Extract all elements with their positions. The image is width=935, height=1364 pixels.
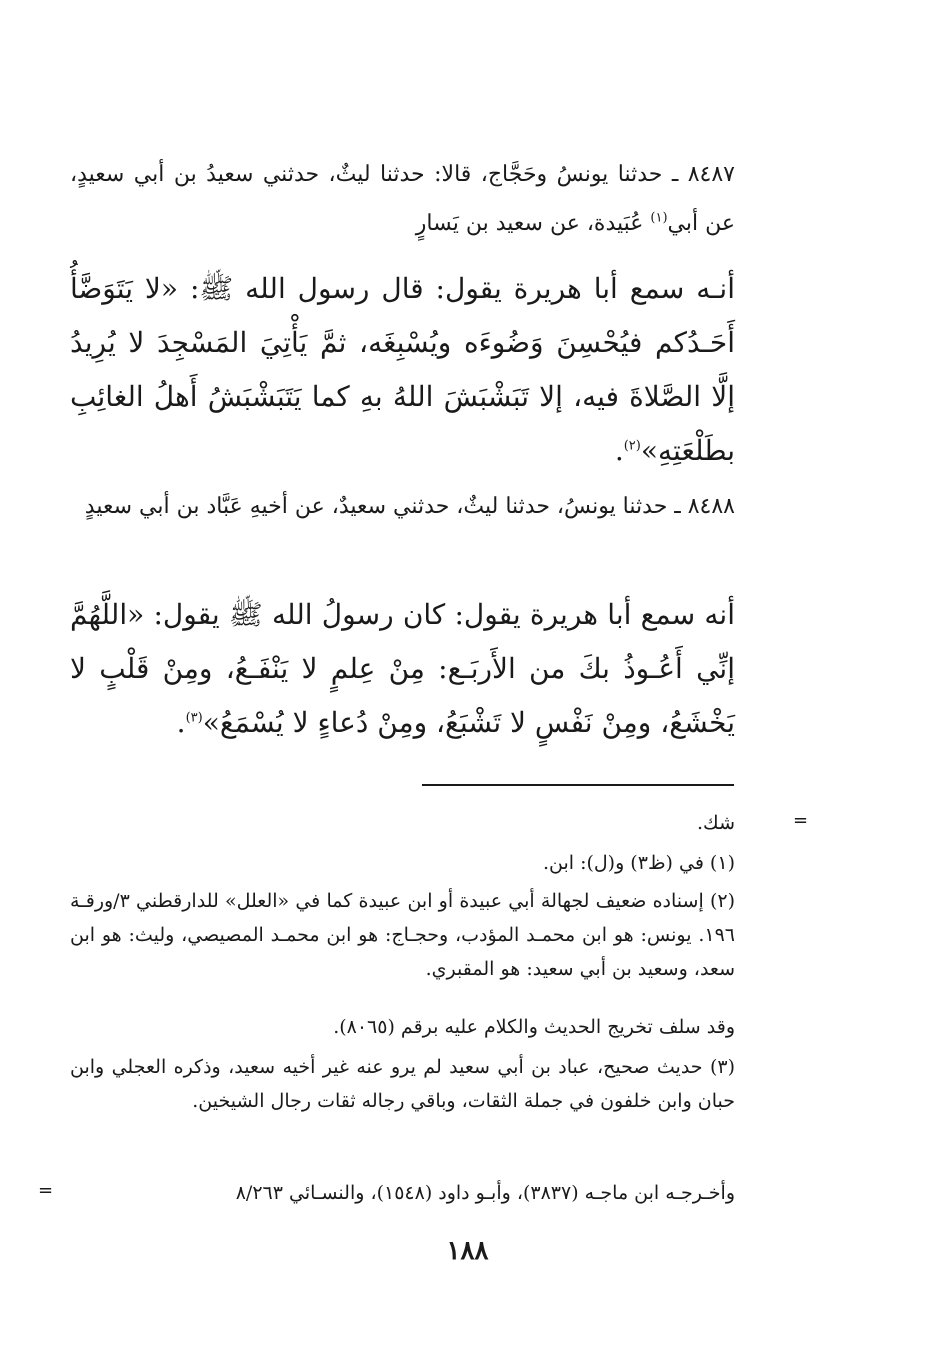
hadith-8487-chain: ٨٤٨٧ ـ حدثنا يونسُ وحَجَّاج، قالا: حدثنا ليثٌ، حدثني سعيدُ بن أبي سعيدٍ، عن أبي$^{(١)}$ عُبَيدة، عن سعيد بن يَسارٍ	[70, 162, 735, 236]
page-number: ١٨٨	[446, 1236, 489, 1266]
footnote-3: (٣) حديث صحيح، عباد بن أبي سعيد لم يرو عنه غير أخيه سعيد، وذكره العجلي وابن حبان وابن خلفون في جملة الثقات، وباقي رجاله ثقات رجال الشيخين.	[70, 1056, 735, 1112]
footnote-continuation: شك.	[697, 812, 735, 834]
hadith-8488-chain: ٨٤٨٨ ـ حدثنا يونسُ، حدثنا ليثٌ، حدثني سعيدٌ، عن أخيهِ عَبَّاد بن أبي سعيدٍ	[84, 494, 735, 519]
hadith-8487-matn: أنـه سمع أبا هريرة يقول: قال رسول الله ﷺ: «لا يَتَوَضَّأُ أَحَـدُكم فيُحْسِنَ وَضُوءَه ويُسْبِغَه، ثمَّ يَأْتِيَ المَسْجِدَ لا يُرِيدُ إلَّا الصَّلاةَ فيه، إلا تَبَشْبَشَ اللهُ بهِ كما يَتَبَشْبَشُ أَهلُ الغائِبِ بطَلْعَتِهِ»$^{(٢)}$.	[70, 272, 735, 467]
footnote-1: (١) في (ظ٣) و(ل): ابن.	[542, 852, 735, 874]
footnote-3-continuation: وأخـرجـه ابن ماجـه (٣٨٣٧)، وأبـو داود (١٥٤٨)، والنسـائي ٨/٢٦٣	[235, 1182, 735, 1204]
hadith-8488-matn: أنه سمع أبا هريرة يقول: كان رسولُ الله ﷺ يقول: «اللَّهُمَّ إنِّي أَعُـوذُ بكَ من الأَربَـع: مِنْ عِلمٍ لا يَنْفَـعُ، ومِنْ قَلْبٍ لا يَخْشَعُ، ومِنْ نَفْسٍ لا تَشْبَعُ، ومِنْ دُعاءٍ لا يُسْمَعُ»$^{(٣)}$.	[70, 598, 735, 739]
continuation-mark: =	[793, 810, 809, 831]
footnote-2-continuation: وقد سلف تخريج الحديث والكلام عليه برقم (٨٠٦٥).	[333, 1016, 735, 1038]
footnote-2: (٢) إسناده ضعيف لجهالة أبي عبيدة أو ابن عبيدة كما في «العلل» للدارقطني ٣/ورقـة ١٩٦. يونس: هو ابن محمـد المؤدب، وحجـاج: هو ابن محمـد المصيصي، وليث: هو ابن سعد، وسعيد بن أبي سعيد: هو المقبري.	[70, 890, 735, 980]
footnote-ref-2: (٢)	[623, 438, 641, 454]
footnote-ref-3: (٣)	[185, 710, 203, 726]
continued-next-page-mark: =	[38, 1180, 54, 1201]
footnote-ref-1: (١)	[650, 210, 668, 226]
footnote-separator	[422, 784, 734, 786]
